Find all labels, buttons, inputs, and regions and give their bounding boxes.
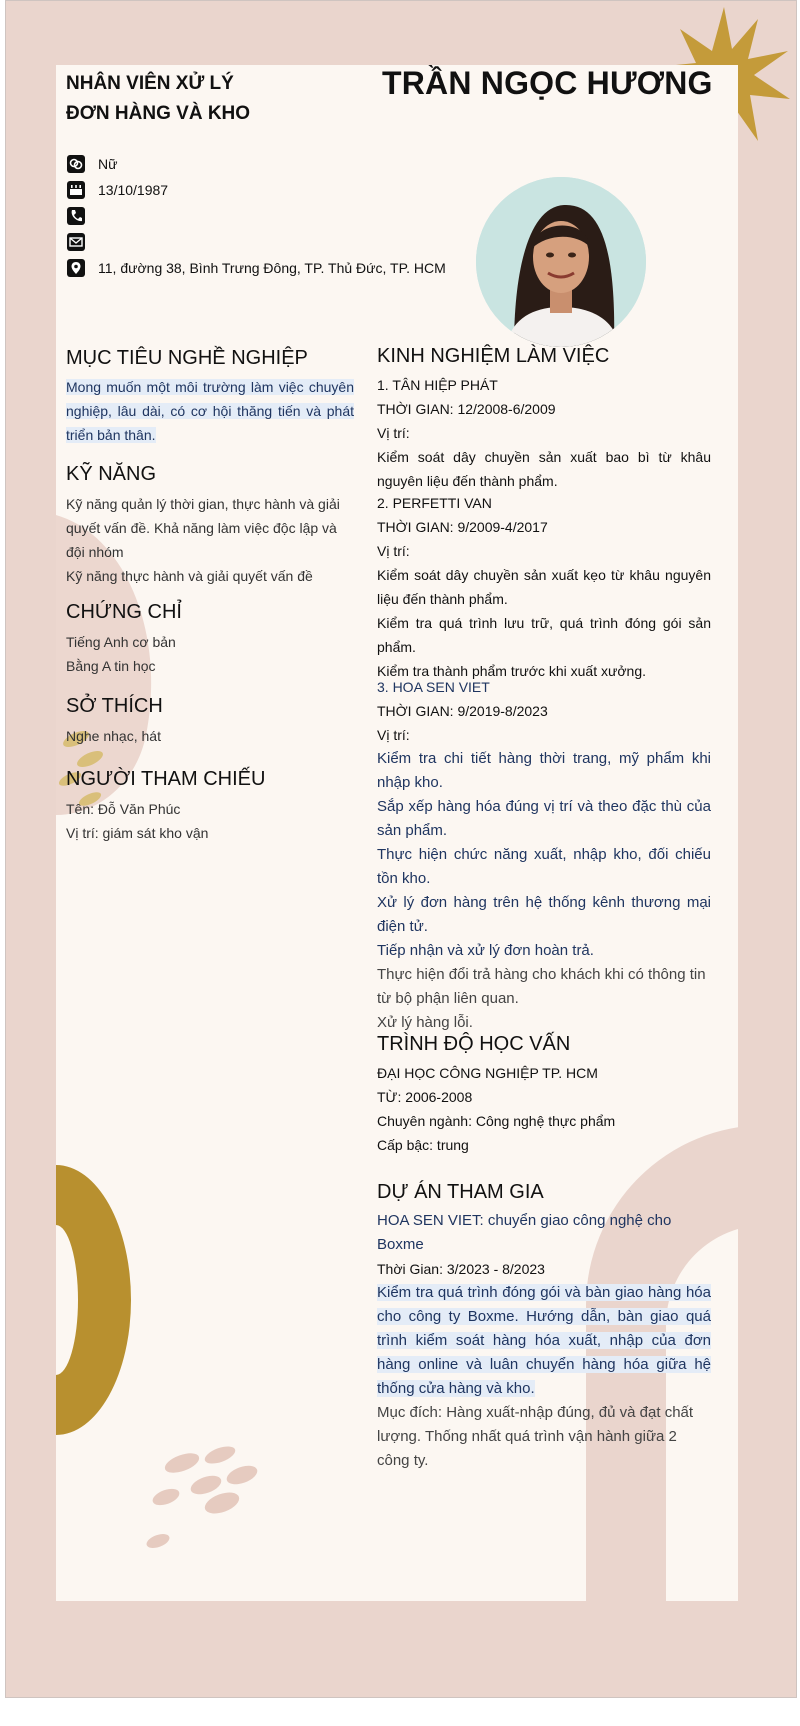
email-icon xyxy=(66,232,86,252)
hobbies-heading: SỞ THÍCH xyxy=(66,695,163,717)
reference-heading: NGƯỜI THAM CHIẾU xyxy=(66,768,266,790)
contact-address xyxy=(66,257,446,279)
project-block xyxy=(377,1209,711,1473)
project-description-text: Kiểm tra quá trình đóng gói và bàn giao hàng hóa cho công ty Boxme. Hướng dẫn, bàn giao quá trình kiểm soát hàng hóa xuất, nhập của đơn hàng online và luân chuyển hàng hóa giữa hệ thống cửa hàng và kho. xyxy=(377,1284,711,1397)
phone-icon xyxy=(66,206,86,226)
job-duty: Kiểm soát dây chuyền sản xuất bao bì từ khâu nguyên liệu đến thành phẩm. xyxy=(377,449,711,489)
job-entry xyxy=(377,491,711,683)
gender-icon xyxy=(66,154,86,174)
contact-email xyxy=(66,231,98,253)
experience-heading: KINH NGHIỆM LÀM VIỆC xyxy=(377,345,610,367)
job-duty: Xử lý đơn hàng trên hệ thống kênh thương mại điện tử. xyxy=(377,894,711,935)
job-duty: Sắp xếp hàng hóa đúng vị trí và theo đặc thù của sản phẩm. xyxy=(377,798,711,839)
candidate-name: TRẦN NGỌC HƯƠNG xyxy=(382,65,713,101)
job-role: Vị trí: xyxy=(377,425,410,441)
project-name: HOA SEN VIET: chuyển giao công nghệ cho Boxme xyxy=(377,1212,672,1253)
certificates-heading: CHỨNG CHỈ xyxy=(66,601,182,623)
job-company: 3. HOA SEN VIET xyxy=(377,679,490,695)
reference-name: Tên: Đỗ Văn Phúc xyxy=(66,801,181,817)
pink-dots-shape xyxy=(146,1445,266,1565)
job-entry xyxy=(377,373,711,493)
location-pin-icon xyxy=(66,258,86,278)
resume-card xyxy=(56,65,738,1601)
job-duty: Thực hiện đổi trả hàng cho khách khi có thông tin từ bộ phận liên quan. xyxy=(377,966,706,1007)
objective-value: Mong muốn một môi trường làm việc chuyên nghiệp, lâu dài, có cơ hội thăng tiến và phát triển bản thân. xyxy=(66,379,354,443)
address-value: 11, đường 38, Bình Trưng Đông, TP. Thủ Đức, TP. HCM xyxy=(98,260,446,276)
contact-birthday xyxy=(66,179,168,201)
reference-block xyxy=(66,797,354,845)
profile-photo xyxy=(476,177,646,347)
skills-heading: KỸ NĂNG xyxy=(66,463,157,485)
project-purpose xyxy=(377,1401,711,1473)
project-description xyxy=(377,1281,711,1401)
objective-heading: MỤC TIÊU NGHỀ NGHIỆP xyxy=(66,347,308,369)
reference-position: Vị trí: giám sát kho vận xyxy=(66,825,209,841)
job-duty: Thực hiện chức năng xuất, nhập kho, đối chiếu tồn kho. xyxy=(377,846,711,887)
education-major: Chuyên ngành: Công nghệ thực phẩm xyxy=(377,1113,616,1129)
projects-heading: DỰ ÁN THAM GIA xyxy=(377,1181,544,1203)
job-title: NHÂN VIÊN XỬ LÝ ĐƠN HÀNG VÀ KHO xyxy=(66,73,251,124)
certificates-list xyxy=(66,630,354,678)
skills-list xyxy=(66,492,354,588)
skill-item: Kỹ năng quản lý thời gian, thực hành và giải quyết vấn đề. Khả năng làm việc độc lập và đội nhóm xyxy=(66,496,340,560)
contact-phone xyxy=(66,205,98,227)
education-period: TỪ: 2006-2008 xyxy=(377,1089,473,1105)
education-heading: TRÌNH ĐỘ HỌC VẤN xyxy=(377,1033,571,1055)
certificate-item: Bằng A tin học xyxy=(66,658,156,674)
contact-gender xyxy=(66,153,117,175)
certificate-item: Tiếng Anh cơ bản xyxy=(66,634,176,650)
gold-half-ring-shape xyxy=(56,1165,136,1435)
job-duty: Tiếp nhận và xử lý đơn hoàn trả. xyxy=(377,942,594,959)
job-company: 2. PERFETTI VAN xyxy=(377,495,492,511)
job-time: THỜI GIAN: 9/2019-8/2023 xyxy=(377,703,548,719)
project-time: Thời Gian: 3/2023 - 8/2023 xyxy=(377,1261,545,1277)
resume-page xyxy=(5,0,797,1698)
project-purpose-text: Mục đích: Hàng xuất-nhập đúng, đủ và đạt chất lượng. Thống nhất quá trình vận hành giữa 2 công ty. xyxy=(377,1404,694,1469)
portrait-image xyxy=(476,177,646,347)
job-entry xyxy=(377,675,711,1035)
objective-text xyxy=(66,375,354,447)
job-time: THỜI GIAN: 12/2008-6/2009 xyxy=(377,401,556,417)
cake-icon xyxy=(66,180,86,200)
skill-item: Kỹ năng thực hành và giải quyết vấn đề xyxy=(66,568,313,584)
job-role: Vị trí: xyxy=(377,727,410,743)
education-level: Cấp bậc: trung xyxy=(377,1137,469,1153)
job-duty: Kiểm tra chi tiết hàng thời trang, mỹ phẩm khi nhập kho. xyxy=(377,750,711,791)
education-block xyxy=(377,1061,711,1157)
education-school: ĐẠI HỌC CÔNG NGHIỆP TP. HCM xyxy=(377,1065,598,1081)
job-role: Vị trí: xyxy=(377,543,410,559)
gender-value: Nữ xyxy=(98,156,118,172)
job-duty: Kiểm tra thành phẩm trước khi xuất xưởng. xyxy=(377,663,646,679)
birthday-value: 13/10/1987 xyxy=(98,182,169,198)
job-time: THỜI GIAN: 9/2009-4/2017 xyxy=(377,519,548,535)
hobbies-text: Nghe nhạc, hát xyxy=(66,728,161,744)
job-company: 1. TÂN HIỆP PHÁT xyxy=(377,377,498,393)
job-duty: Xử lý hàng lỗi. xyxy=(377,1014,473,1031)
job-duty: Kiểm tra quá trình lưu trữ, quá trình đóng gói sản phẩm. xyxy=(377,615,711,655)
job-duty: Kiểm soát dây chuyền sản xuất kẹo từ khâu nguyên liệu đến thành phẩm. xyxy=(377,567,711,607)
